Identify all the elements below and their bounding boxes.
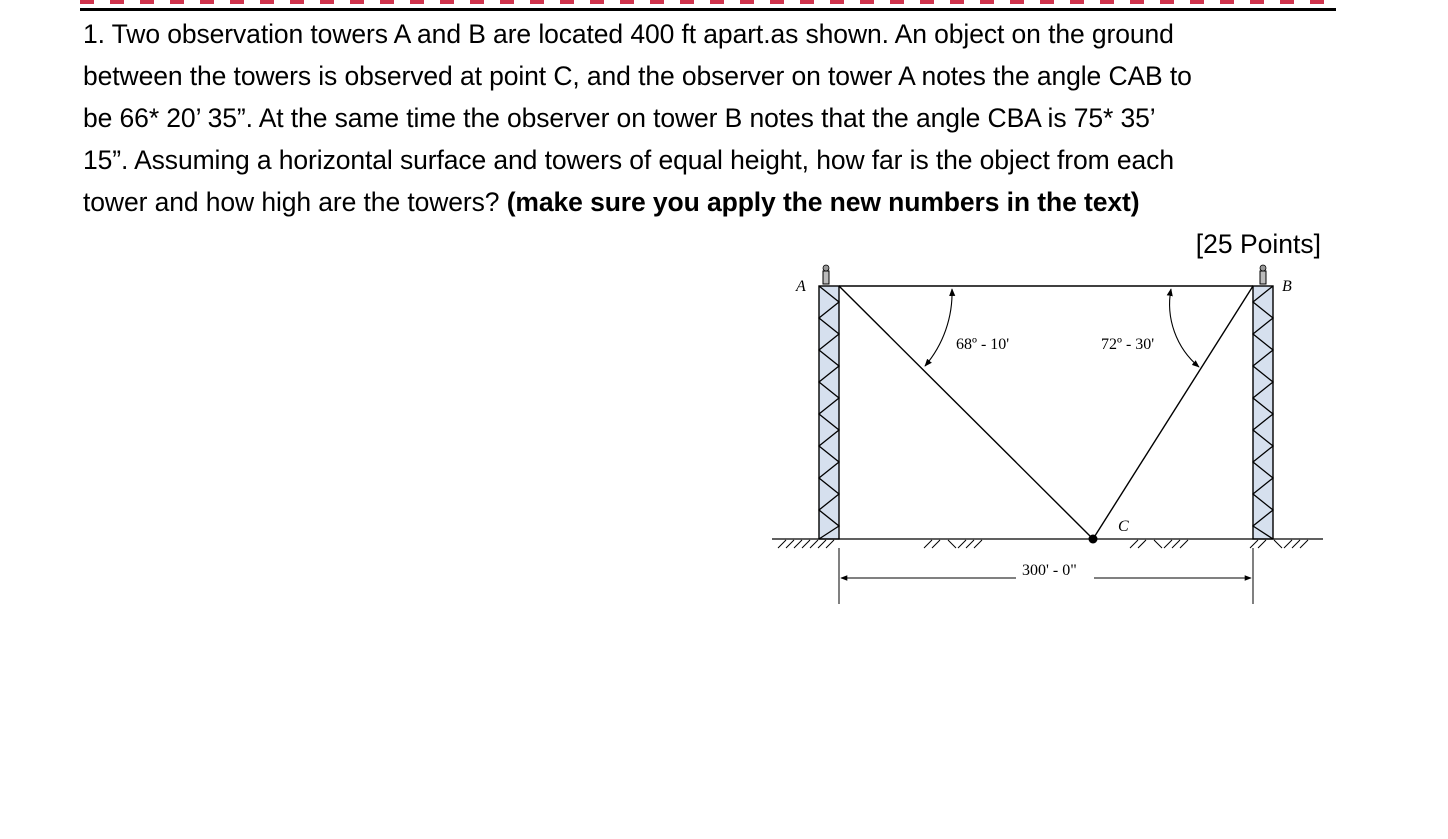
label-b: B [1282,278,1292,295]
problem-line-5-text: tower and how high are the towers? [83,187,507,217]
tower-b [1253,286,1273,539]
label-a: A [796,278,806,295]
tower-a [819,286,839,539]
angle-arc-b [1170,289,1199,367]
line-ac [839,286,1093,539]
angle-arc-a [925,289,952,366]
ground-hatching [778,540,1308,548]
emphasis-note: (make sure you apply the new numbers in the text) [506,187,1140,217]
problem-line-1: 1. Two observation towers A and B are located 400 ft apart.as shown. An object on the ground [83,19,1174,49]
point-c [1089,535,1098,544]
angle-label-b: 72º - 30' [1101,336,1155,353]
observer-b-icon [1260,265,1266,284]
angle-label-a: 68º - 10' [956,336,1010,353]
line-bc [1093,286,1253,539]
label-c: C [1118,518,1129,535]
observer-a-icon [823,265,829,284]
problem-line-2: between the towers is observed at point C, and the observer on tower A notes the angle CAB to [83,61,1192,91]
dimension-label: 300' - 0" [1022,562,1077,579]
problem-line-3: be 66* 20’ 35”. At the same time the observer on tower B notes that the angle CBA is 75* 35’ [83,103,1156,133]
problem-line-4: 15”. Assuming a horizontal surface and towers of equal height, how far is the object from each [83,145,1174,175]
points-label: [25 Points] [1195,229,1321,259]
